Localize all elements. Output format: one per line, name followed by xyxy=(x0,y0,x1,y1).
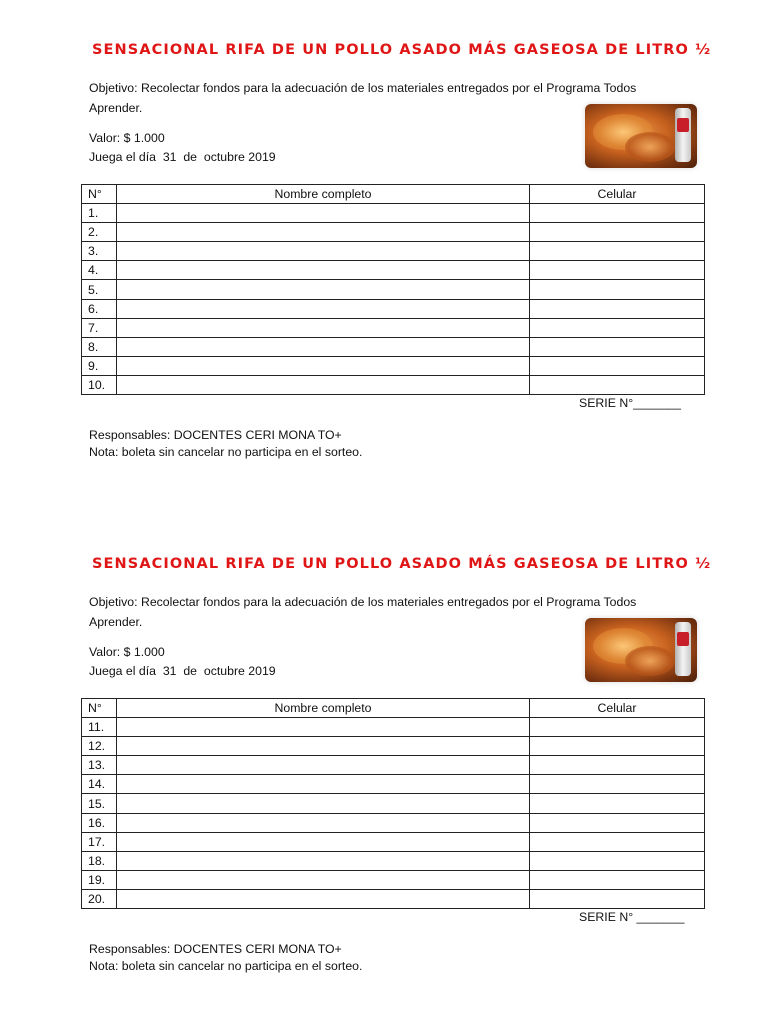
row-number: 5. xyxy=(82,280,117,299)
ticket-price: Valor: $ 1.000 xyxy=(89,131,165,145)
phone-cell[interactable] xyxy=(530,718,705,737)
row-number: 2. xyxy=(82,223,117,242)
row-number: 7. xyxy=(82,318,117,337)
serie-number: SERIE N°_______ xyxy=(579,396,681,410)
table-row xyxy=(82,794,705,813)
name-cell[interactable] xyxy=(117,775,530,794)
name-cell[interactable] xyxy=(117,261,530,280)
name-cell[interactable] xyxy=(117,813,530,832)
name-cell[interactable] xyxy=(117,889,530,908)
phone-cell[interactable] xyxy=(530,223,705,242)
name-cell[interactable] xyxy=(117,737,530,756)
phone-cell[interactable] xyxy=(530,851,705,870)
row-number: 15. xyxy=(82,794,117,813)
row-number: 3. xyxy=(82,242,117,261)
table-row xyxy=(82,756,705,775)
row-number: 16. xyxy=(82,813,117,832)
name-cell[interactable] xyxy=(117,832,530,851)
table-row xyxy=(82,870,705,889)
ticket-objective: Objetivo: Recolectar fondos para la adecuación de los materiales entregados por el Programa Todos Aprender. xyxy=(89,595,637,629)
ticket-objective: Objetivo: Recolectar fondos para la adecuación de los materiales entregados por el Programa Todos Aprender. xyxy=(89,81,637,115)
table-row xyxy=(82,832,705,851)
ticket-title: SENSACIONAL RIFA DE UN POLLO ASADO MÁS GASEOSA DE LITRO ½ xyxy=(92,42,712,58)
row-number: 13. xyxy=(82,756,117,775)
table-row xyxy=(82,261,705,280)
row-number: 17. xyxy=(82,832,117,851)
table-row xyxy=(82,375,705,394)
table-row xyxy=(82,737,705,756)
row-number: 12. xyxy=(82,737,117,756)
phone-cell[interactable] xyxy=(530,242,705,261)
ticket-title: SENSACIONAL RIFA DE UN POLLO ASADO MÁS GASEOSA DE LITRO ½ xyxy=(92,556,712,572)
table-row xyxy=(82,280,705,299)
table-row xyxy=(82,813,705,832)
table-row xyxy=(82,204,705,223)
name-cell[interactable] xyxy=(117,756,530,775)
table-row xyxy=(82,337,705,356)
table-row xyxy=(82,889,705,908)
phone-cell[interactable] xyxy=(530,775,705,794)
phone-cell[interactable] xyxy=(530,337,705,356)
row-number: 9. xyxy=(82,356,117,375)
row-number: 1. xyxy=(82,204,117,223)
nota: Nota: boleta sin cancelar no participa en el sorteo. xyxy=(89,445,363,459)
row-number: 14. xyxy=(82,775,117,794)
name-cell[interactable] xyxy=(117,375,530,394)
table-row xyxy=(82,242,705,261)
row-number: 20. xyxy=(82,889,117,908)
phone-cell[interactable] xyxy=(530,870,705,889)
phone-cell[interactable] xyxy=(530,813,705,832)
raffle-ticket-2 xyxy=(0,514,768,1028)
phone-cell[interactable] xyxy=(530,832,705,851)
header-name: Nombre completo xyxy=(117,185,530,204)
header-phone: Celular xyxy=(530,699,705,718)
name-cell[interactable] xyxy=(117,718,530,737)
phone-cell[interactable] xyxy=(530,318,705,337)
table-row xyxy=(82,223,705,242)
table-row xyxy=(82,718,705,737)
phone-cell[interactable] xyxy=(530,204,705,223)
responsables: Responsables: DOCENTES CERI MONA TO+ xyxy=(89,428,342,442)
table-header xyxy=(82,185,705,204)
table-row xyxy=(82,775,705,794)
phone-cell[interactable] xyxy=(530,737,705,756)
name-cell[interactable] xyxy=(117,318,530,337)
row-number: 11. xyxy=(82,718,117,737)
phone-cell[interactable] xyxy=(530,356,705,375)
row-number: 6. xyxy=(82,299,117,318)
name-cell[interactable] xyxy=(117,794,530,813)
chicken-soda-photo xyxy=(585,104,697,168)
header-number: N° xyxy=(82,185,117,204)
serie-number: SERIE N° _______ xyxy=(579,910,685,924)
name-cell[interactable] xyxy=(117,299,530,318)
name-cell[interactable] xyxy=(117,851,530,870)
phone-cell[interactable] xyxy=(530,756,705,775)
responsables: Responsables: DOCENTES CERI MONA TO+ xyxy=(89,942,342,956)
table-row xyxy=(82,318,705,337)
row-number: 18. xyxy=(82,851,117,870)
draw-date: Juega el día 31 de octubre 2019 xyxy=(89,664,276,678)
table-row xyxy=(82,356,705,375)
chicken-soda-photo xyxy=(585,618,697,682)
participants-table xyxy=(81,184,705,395)
row-number: 8. xyxy=(82,337,117,356)
name-cell[interactable] xyxy=(117,204,530,223)
name-cell[interactable] xyxy=(117,223,530,242)
draw-date: Juega el día 31 de octubre 2019 xyxy=(89,150,276,164)
ticket-price: Valor: $ 1.000 xyxy=(89,645,165,659)
header-number: N° xyxy=(82,699,117,718)
row-number: 4. xyxy=(82,261,117,280)
name-cell[interactable] xyxy=(117,870,530,889)
row-number: 19. xyxy=(82,870,117,889)
header-phone: Celular xyxy=(530,185,705,204)
phone-cell[interactable] xyxy=(530,261,705,280)
table-header xyxy=(82,699,705,718)
header-name: Nombre completo xyxy=(117,699,530,718)
row-number: 10. xyxy=(82,375,117,394)
phone-cell[interactable] xyxy=(530,299,705,318)
name-cell[interactable] xyxy=(117,280,530,299)
phone-cell[interactable] xyxy=(530,889,705,908)
phone-cell[interactable] xyxy=(530,794,705,813)
nota: Nota: boleta sin cancelar no participa en el sorteo. xyxy=(89,959,363,973)
table-row xyxy=(82,299,705,318)
name-cell[interactable] xyxy=(117,242,530,261)
table-row xyxy=(82,851,705,870)
phone-cell[interactable] xyxy=(530,280,705,299)
phone-cell[interactable] xyxy=(530,375,705,394)
participants-table xyxy=(81,698,705,909)
name-cell[interactable] xyxy=(117,356,530,375)
name-cell[interactable] xyxy=(117,337,530,356)
